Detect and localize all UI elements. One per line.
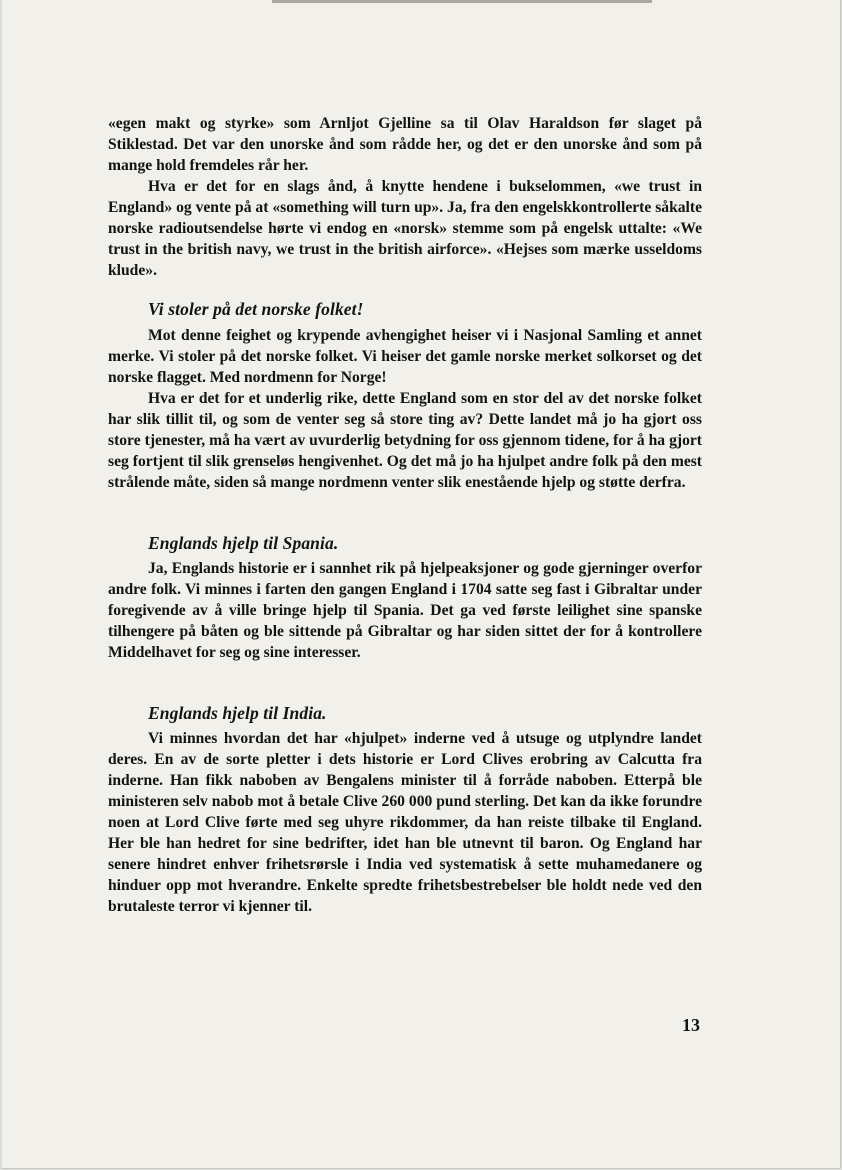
paragraph-4: Hva er det for et underlig rike, dette England som en stor del av det norske folket har slik tillit til, og som de venter seg så store ting av? Dette landet må jo ha gjort oss store tjenester, må ha vært av uvurderlig betydning for oss gjennom tidene, for å ha gjort seg fortjent til slik grenseløs hengivenhet. Og det må jo ha hjulpet andre folk på den mest strålende måte, siden så mange nordmenn venter slik enestående hjelp og støtte derfra. xyxy=(108,390,702,491)
paragraph-3: Mot denne feighet og krypende avhengighet heiser vi i Nasjonal Samling et annet merke. Vi stoler på det norske folket. Vi heiser det gamle norske merket solkorset og det norske flagget. Med nordmenn for Norge! xyxy=(108,327,702,386)
body-text xyxy=(108,113,702,917)
paragraph-1: «egen makt og styrke» som Arnljot Gjelline sa til Olav Haraldson før slaget på Stiklestad. Det var den unorske ånd som rådde her, og det er den unorske ånd som på mange hold fremdeles rår her. xyxy=(108,115,702,174)
paragraph-5: Ja, Englands historie er i sannhet rik på hjelpeaksjoner og gode gjerninger overfor andre folk. Vi minnes i farten den gangen England i 1704 satte seg fast i Gibraltar under foregivende av å ville bringe hjelp til Spania. Det ga ved første leilighet sine spanske tilhengere på båten og ble sittende på Gibraltar og har siden sittet der for å kontrollere Middelhavet for seg og sine interesser. xyxy=(108,560,702,661)
paragraph-2: Hva er det for en slags ånd, å knytte hendene i bukselommen, «we trust in England» og vente på at «something will turn up». Ja, fra den engelskkontrollerte såkalte norske radioutsendelse hørte vi endog en «norsk» stemme som på engelsk uttalte: «We trust in the british navy, we trust in the british airforce». «Hejses som mærke usseldoms klude». xyxy=(108,178,702,279)
book-page xyxy=(2,0,841,1169)
page-number: 13 xyxy=(682,1015,700,1035)
heading-india: Englands hjelp til India. xyxy=(148,703,327,723)
paragraph-6: Vi minnes hvordan det har «hjulpet» inderne ved å utsuge og utplyndre landet deres. En av de sorte pletter i dets historie er Lord Clives erobring av Calcutta fra inderne. Han fikk naboben av Bengalens minister til å forråde naboben. Etterpå ble ministeren selv nabob mot å betale Clive 260 000 pund sterling. Det kan da ikke forundre noen at Lord Clive førte med seg uhyre rikdommer, da han reiste tilbake til England. Her ble han hedret for sine bedrifter, idet han ble utnevnt til baron. Og England har senere hindret enhver frihetsrørsle i India ved systematisk å sette muhamedanere og hinduer opp mot hverandre. Enkelte spredte frihetsbestrebelser ble holdt nede ved den brutaleste terror vi kjenner til. xyxy=(108,730,702,915)
heading-norske-folket: Vi stoler på det norske folket! xyxy=(148,299,364,319)
page-top-edge xyxy=(272,0,652,3)
heading-spania: Englands hjelp til Spania. xyxy=(148,533,339,553)
